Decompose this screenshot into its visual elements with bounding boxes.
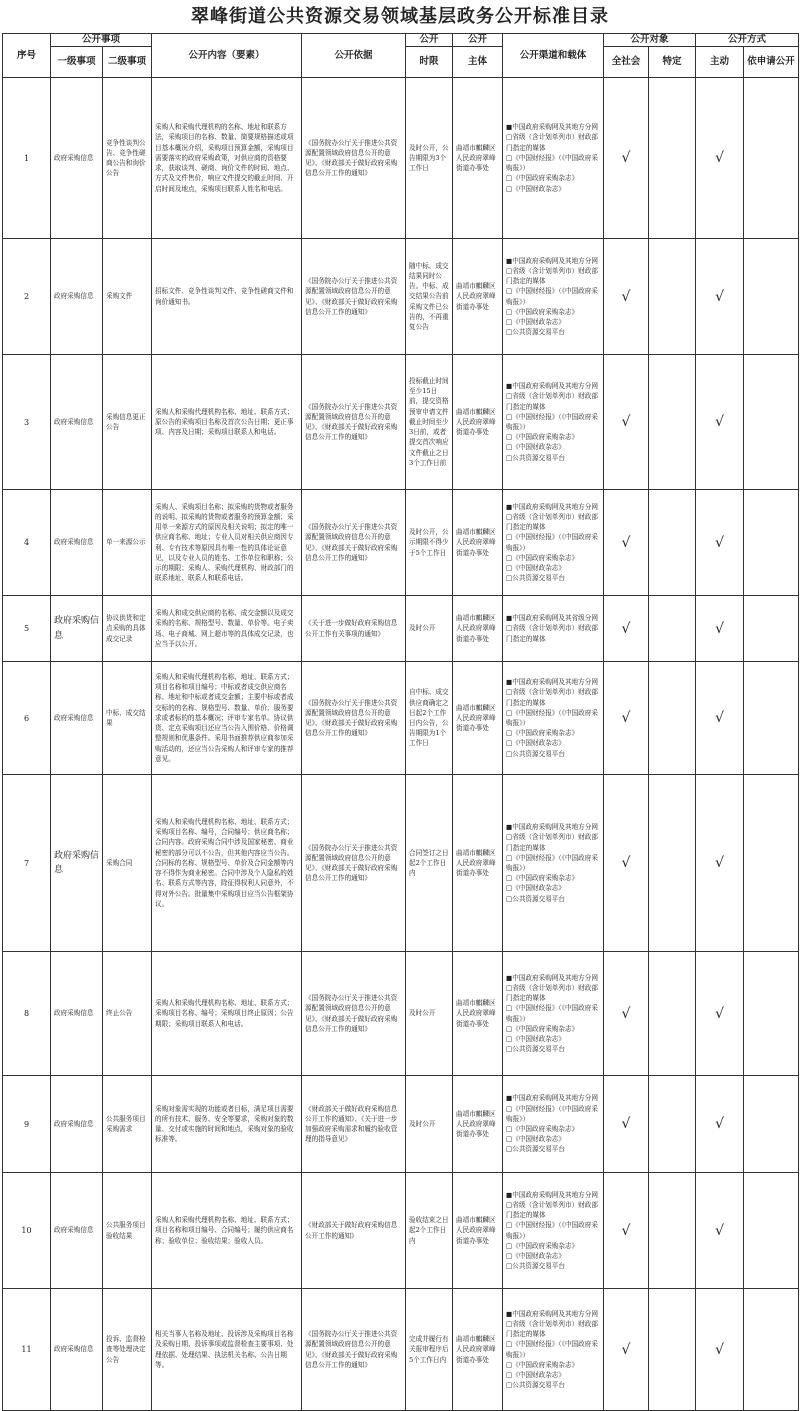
level2-matter: 采购信息更正公告 [103,355,152,490]
channel-option: □《中国政府采购杂志》 [506,553,579,562]
disclosure-content: 采购人和采购代理机构名称、地址、联系方式；采购项目名称、编号，合同编号；供应商名称；合同内容。政府采购合同中涉及国家秘密、商业秘密的部分可以不公告，但其他内容应当公告。合同标的名称、规格型号、单价及合同金额等内容不得作为商业秘密。合同中涉及个人隐私的姓名、联系方式等内容，除征得权利人同意外，不得对外公告。批量集中采购项目应当公告框架协议。 [152,775,302,952]
level2-matter: 竞争性谈判公告、竞争性磋商公告和询价公告 [103,78,152,239]
method-on-request-check [744,1289,799,1411]
channel-option: □《中国财经报》（《中国政府采购报》） [506,1340,598,1359]
catalog-table [2,33,799,1411]
table-row [3,1076,799,1173]
channel-option: □《中国财政杂志》 [506,1135,565,1144]
level1-matter: 政府采购信息 [51,1076,103,1173]
table-row [3,662,799,775]
level2-matter: 协议供货和定点采购的具体成交记录 [103,596,152,662]
channel-option: □公共资源交易平台 [506,1145,565,1154]
disclosure-timelimit: 及时公开 [406,596,453,662]
level1-matter: 政府采购信息 [51,596,103,662]
disclosure-channels [503,1289,604,1411]
disclosure-timelimit: 及时公开 [406,952,453,1076]
level2-matter: 中标、成交结果 [103,662,152,775]
level1-matter: 政府采购信息 [51,239,103,355]
channel-option: □《中国财政杂志》 [506,563,565,572]
method-on-request-check [744,596,799,662]
channel-option: □省级（含计划单列市）财政部门指定的媒体 [506,983,598,1003]
method-on-request-check [744,239,799,355]
channel-option: □《中国政府采购杂志》 [506,874,579,883]
header-content: 公开内容（要素） [152,34,302,78]
audience-all-society-check: √ [604,1076,649,1173]
channel-option: □《中国财政杂志》 [506,1370,565,1379]
audience-all-society-check: √ [604,1173,649,1289]
disclosure-content: 采购人和采购代理机构名称、地址、联系方式；项目名称和项目编号；中标或者成交供应商名称、地址和中标或者成交金额；主要中标或者成交标的的名称、规格型号、数量、单价、服务要求或者标的的基本概况；评审专家名单。协议供货、定点采购项目还应当公告入围价格、价格调整规则和优惠条件。采用书面推荐供应商参加采购活动的，还应当公告采购人和评审专家的推荐意见。 [152,662,302,775]
channel-option: □《中国政府采购杂志》 [506,1360,579,1369]
row-number: 7 [3,775,51,952]
channel-option: □公共资源交易平台 [506,453,565,462]
audience-specific-check [649,775,696,952]
row-number: 10 [3,1173,51,1289]
channel-option: □《中国财政杂志》 [506,443,565,452]
level2-matter: 投诉、监督检查等处理决定公告 [103,1289,152,1411]
disclosure-basis: 《财政部关于做好政府采购信息公开工作的通知》、《关于进一步加强政府采购需求和履约验收管理的指导意见》 [302,1076,406,1173]
channel-option: ■中国政府采购网及其地方分网 [506,123,598,132]
level1-matter: 政府采购信息 [51,78,103,239]
channel-option: ■中国政府采购网及其地方分网 [506,973,598,982]
row-number: 9 [3,1076,51,1173]
channel-option: □省级（含计划单列市）财政部门指定的媒体 [506,833,598,852]
header-matter: 公开事项 [51,34,152,47]
header-seq: 序号 [3,34,51,78]
level2-matter: 采购合同 [103,775,152,952]
header-on-request: 依申请公开 [744,47,799,78]
disclosure-basis: 《国务院办公厅关于推进公共资源配置领域政府信息公开的意见》、《财政部关于做好政府采购信息公开工作的通知》 [302,952,406,1076]
disclosure-subject: 曲靖市麒麟区人民政府翠峰街道办事处 [453,1076,503,1173]
channel-option: □《中国财经报》（《中国政府采购报》） [506,708,598,727]
audience-specific-check [649,355,696,490]
disclosure-content: 采购人和采购代理机构名称、地址、联系方式；原公告的采购项目名称及首次公告日期；更正事项、内容及日期；采购项目联系人和电话。 [152,355,302,490]
channel-option: □《中国财政杂志》 [506,317,565,326]
channel-option: □《中国财经报》（《中国政府采购报》） [506,853,598,872]
audience-specific-check [649,1289,696,1411]
channel-option: □公共资源交易平台 [506,1381,565,1390]
method-active-check: √ [696,662,744,775]
disclosure-timelimit: 验收结束之日起2个工作日内 [406,1173,453,1289]
header-subject-bottom: 主体 [453,47,503,78]
table-row [3,1289,799,1411]
disclosure-basis: 《国务院办公厅关于推进公共资源配置领域政府信息公开的意见》、《财政部关于做好政府采购信息公开工作的通知》 [302,1289,406,1411]
method-active-check: √ [696,1076,744,1173]
disclosure-subject: 曲靖市麒麟区人民政府翠峰街道办事处 [453,662,503,775]
disclosure-content: 采购人和采购代理机构名称、地址、联系方式；项目名称和项目编号、合同编号；履约供应商名称；验收单位；验收结果；验收人员。 [152,1173,302,1289]
disclosure-content: 相关当事人名称及地址、投诉涉及采购项目名称及采购日期、投诉事项或监督检查主要事项、处理依据、处理结果、执法机关名称、公告日期等。 [152,1289,302,1411]
disclosure-timelimit: 合同签订之日起2个工作日内 [406,775,453,952]
header-timelimit-bottom: 时限 [406,47,453,78]
method-active-check: √ [696,775,744,952]
header-method: 公开方式 [696,34,799,47]
method-active-check: √ [696,596,744,662]
method-on-request-check [744,355,799,490]
channel-option: □《中国财经报》（《中国政府采购报》） [506,412,598,431]
audience-all-society-check: √ [604,596,649,662]
level1-matter: 政府采购信息 [51,952,103,1076]
disclosure-channels [503,1076,604,1173]
table-row [3,490,799,596]
level2-matter: 公共服务项目采购需求 [103,1076,152,1173]
row-number: 2 [3,239,51,355]
audience-all-society-check: √ [604,775,649,952]
disclosure-timelimit: 自中标、成交供应商确定之日起2个工作日内公告，公告期限为1个工作日 [406,662,453,775]
channel-option: □省级（含计划单列市）财政部门指定的媒体 [506,133,598,152]
disclosure-subject: 曲靖市麒麟区人民政府翠峰街道办事处 [453,596,503,662]
disclosure-subject: 曲靖市麒麟区人民政府翠峰街道办事处 [453,239,503,355]
disclosure-subject: 曲靖市麒麟区人民政府翠峰街道办事处 [453,1173,503,1289]
audience-specific-check [649,1173,696,1289]
channel-option: ■中国政府采购网及其地方分网 [506,678,598,687]
audience-all-society-check: √ [604,355,649,490]
channel-option: □《中国政府采购杂志》 [506,174,579,183]
audience-specific-check [649,78,696,239]
method-active-check: √ [696,952,744,1076]
row-number: 1 [3,78,51,239]
disclosure-channels [503,596,604,662]
audience-all-society-check: √ [604,952,649,1076]
header-all-society: 全社会 [604,47,649,78]
row-number: 6 [3,662,51,775]
channel-option: □《中国政府采购杂志》 [506,433,579,442]
header-subject-top: 公开 [453,34,503,47]
disclosure-channels [503,355,604,490]
header-timelimit-top: 公开 [406,34,453,47]
disclosure-subject: 曲靖市麒麟区人民政府翠峰街道办事处 [453,355,503,490]
level2-matter: 单一来源公示 [103,490,152,596]
channel-option: □省级（含计划单列市）财政部门指定的媒体 [506,1319,598,1339]
disclosure-timelimit: 及时公开 [406,1076,453,1173]
channel-option: □公共资源交易平台 [506,749,565,758]
channel-option: □《中国财政杂志》 [506,184,565,193]
channel-option: □公共资源交易平台 [506,1045,565,1054]
row-number: 11 [3,1289,51,1411]
header-audience: 公开对象 [604,34,696,47]
audience-specific-check [649,239,696,355]
channel-option: □《中国政府采购杂志》 [506,1024,579,1033]
level1-matter: 政府采购信息 [51,1173,103,1289]
disclosure-timelimit: 及时公开，公示期限不得少于5个工作日 [406,490,453,596]
row-number: 4 [3,490,51,596]
channel-option: □省级（含计划单列市）财政部门指定的媒体 [506,512,598,532]
header-active: 主动 [696,47,744,78]
audience-all-society-check: √ [604,490,649,596]
channel-option: □《中国财经报》（《中国政府采购报》） [506,1104,598,1123]
method-active-check: √ [696,1289,744,1411]
disclosure-channels [503,78,604,239]
disclosure-timelimit: 随中标、成交结果同时公告。中标、成交结果公告前采购文件已公告的，不再重复公告 [406,239,453,355]
disclosure-content: 招标文件、竞争性谈判文件、竞争性磋商文件和询价通知书。 [152,239,302,355]
audience-specific-check [649,490,696,596]
disclosure-channels [503,775,604,952]
level1-matter: 政府采购信息 [51,775,103,952]
channel-option: □《中国政府采购杂志》 [506,307,579,316]
table-row [3,355,799,490]
disclosure-content: 采购人和成交供应商的名称、成交金额以及成交采购的名称、规格型号、数量、单价等。电子卖场、电子商城、网上超市等的具体成交记录，也应当予以公开。 [152,596,302,662]
channel-option: □省级（含计划单列市）财政部门指定的媒体 [506,266,598,286]
channel-option: ■中国政府采购网及其地方分网 [506,1190,598,1199]
channel-option: □《中国财经报》（《中国政府采购报》） [506,533,598,552]
channel-option: □《中国财经报》（《中国政府采购报》） [506,1004,598,1023]
table-row [3,78,799,239]
method-active-check: √ [696,78,744,239]
level2-matter: 公共服务项目验收结果 [103,1173,152,1289]
method-active-check: √ [696,1173,744,1289]
disclosure-basis: 《国务院办公厅关于推进公共资源配置领域政府信息公开的意见》、《财政部关于做好政府采购信息公开工作的通知》 [302,355,406,490]
channel-option: ■中国政府采购网及其地方分网 [506,382,598,391]
channel-option: □省级（含计划单列市）财政部门指定的媒体 [506,1200,598,1220]
audience-all-society-check: √ [604,1289,649,1411]
channel-option: □《中国政府采购杂志》 [506,1125,579,1133]
table-header [3,34,799,78]
channel-option: □《中国财经报》（《中国政府采购报》） [506,1221,598,1240]
channel-option: ■中国政府采购网及其地方分网 [506,256,598,265]
disclosure-subject: 曲靖市麒麟区人民政府翠峰街道办事处 [453,952,503,1076]
audience-specific-check [649,662,696,775]
disclosure-content: 采购人和采购代理机构的名称、地址和联系方法，采购项目的名称、数量、简要规格描述或项目基本概况介绍，采购项目预算金额，采购项目需要落实的政府采购政策，对供应商的资格要求，获取谈判、磋商、询价文件的时间、地点、方式及文件售价，响应文件提交的截止时间、开启时间及地点，采购项目联系人姓名和电话。 [152,78,302,239]
header-specific: 特定 [649,47,696,78]
channel-option: □《中国财政杂志》 [506,1034,565,1043]
channel-option: □《中国财经报》（《中国政府采购报》） [506,153,598,173]
level1-matter: 政府采购信息 [51,1289,103,1411]
level2-matter: 采购文件 [103,239,152,355]
disclosure-subject: 曲靖市麒麟区人民政府翠峰街道办事处 [453,1289,503,1411]
level1-matter: 政府采购信息 [51,355,103,490]
disclosure-channels [503,239,604,355]
method-on-request-check [744,775,799,952]
disclosure-channels [503,952,604,1076]
disclosure-timelimit: 完成并履行有关报审程序后5个工作日内 [406,1289,453,1411]
disclosure-content: 采购对象需实现的功能或者目标，满足项目需要的所有技术、服务、安全等要求，采购对象的数量、交付或实施的时间和地点，采购对象的验收标准等。 [152,1076,302,1173]
audience-specific-check [649,596,696,662]
audience-specific-check [649,952,696,1076]
channel-option: ■中国政府采购网及其地方分网 [506,823,598,832]
disclosure-channels [503,662,604,775]
channel-option: ■中国政府采购网及其省级分网 [506,614,598,623]
channel-option: □公共资源交易平台 [506,1262,565,1271]
method-active-check: √ [696,490,744,596]
method-on-request-check [744,662,799,775]
disclosure-subject: 曲靖市麒麟区人民政府翠峰街道办事处 [453,490,503,596]
audience-specific-check [649,1076,696,1173]
channel-option: □省级（含计划单列市）财政部门指定的媒体 [506,624,598,643]
header-basis: 公开依据 [302,34,406,78]
table-row [3,1173,799,1289]
level1-matter: 政府采购信息 [51,490,103,596]
disclosure-channels [503,1173,604,1289]
channel-option: □《中国财政杂志》 [506,739,565,748]
level1-matter: 政府采购信息 [51,662,103,775]
method-on-request-check [744,490,799,596]
disclosure-subject: 曲靖市麒麟区人民政府翠峰街道办事处 [453,775,503,952]
header-level2: 二级事项 [103,47,152,78]
method-on-request-check [744,78,799,239]
table-row [3,775,799,952]
disclosure-basis: 《关于进一步做好政府采购信息公开工作有关事项的通知》 [302,596,406,662]
channel-option: □省级（含计划单列市）财政部门指定的媒体 [506,688,598,707]
document-title: 翠峰街道公共资源交易领域基层政务公开标准目录 [191,6,609,27]
table-row [3,239,799,355]
disclosure-basis: 《财政部关于做好政府采购信息公开工作的通知》 [302,1173,406,1289]
disclosure-basis: 《国务院办公厅关于推进公共资源配置领域政府信息公开的意见》、《财政部关于做好政府采购信息公开工作的通知》 [302,239,406,355]
channel-option: □公共资源交易平台 [506,574,565,583]
table-row [3,596,799,662]
channel-option: ■中国政府采购网及其地方分网 [506,1094,598,1103]
channel-option: □《中国财经报》（《中国政府采购报》） [506,287,598,306]
method-on-request-check [744,1173,799,1289]
row-number: 8 [3,952,51,1076]
disclosure-subject: 曲靖市麒麟区人民政府翠峰街道办事处 [453,78,503,239]
channel-option: □《中国财政杂志》 [506,884,565,893]
disclosure-content: 采购人、采购项目名称；拟采购的货物或者服务的说明、拟采购的货物或者服务的预算金额；采用单一来源方式的原因及相关说明；拟定的唯一供应商名称、地址；专业人员对相关供应商因专利、专有技术等原因具有唯一性的具体论证意见，以及专业人员的姓名、工作单位和职称；公示的期限；采购人、采购代理机构、财政部门的联系地址、联系人和联系电话。 [152,490,302,596]
method-active-check: √ [696,355,744,490]
method-active-check: √ [696,239,744,355]
row-number: 5 [3,596,51,662]
disclosure-basis: 《国务院办公厅关于推进公共资源配置领域政府信息公开的意见》、《财政部关于做好政府采购信息公开工作的通知》 [302,490,406,596]
level2-matter: 终止公告 [103,952,152,1076]
disclosure-timelimit: 投标截止时间至少15日前，提交资格预审申请文件截止时间至少3日前，或者提交首次响应文件截止之日3个工作日前 [406,355,453,490]
table-row [3,952,799,1076]
channel-option: ■中国政府采购网及其地方分网 [506,1309,598,1318]
disclosure-channels [503,490,604,596]
disclosure-basis: 《国务院办公厅关于推进公共资源配置领域政府信息公开的意见》、《财政部关于做好政府采购信息公开工作的通知》 [302,775,406,952]
channel-option: ■中国政府采购网及其地方分网 [506,502,598,511]
disclosure-timelimit: 及时公开，公告期限为3个工作日 [406,78,453,239]
channel-option: □《中国财政杂志》 [506,1251,565,1260]
audience-all-society-check: √ [604,239,649,355]
row-number: 3 [3,355,51,490]
table-body [3,78,799,1411]
audience-all-society-check: √ [604,78,649,239]
method-on-request-check [744,1076,799,1173]
disclosure-basis: 《国务院办公厅关于推进公共资源配置领域政府信息公开的意见》、《财政部关于做好政府采购信息公开工作的通知》 [302,78,406,239]
channel-option: □《中国政府采购杂志》 [506,1241,579,1250]
disclosure-content: 采购人和采购代理机构名称、地址、联系方式；采购项目名称、编号；采购项目终止原因；公告期限；采购项目联系人和电话。 [152,952,302,1076]
header-channel: 公开渠道和载体 [503,34,604,78]
disclosure-basis: 《国务院办公厅关于推进公共资源配置领域政府信息公开的意见》、《财政部关于做好政府采购信息公开工作的通知》 [302,662,406,775]
header-level1: 一级事项 [51,47,103,78]
audience-all-society-check: √ [604,662,649,775]
channel-option: □省级（含计划单列市）财政部门指定的媒体 [506,392,598,411]
channel-option: □公共资源交易平台 [506,894,565,903]
channel-option: □《中国政府采购杂志》 [506,729,579,738]
method-on-request-check [744,952,799,1076]
channel-option: □公共资源交易平台 [506,328,565,337]
